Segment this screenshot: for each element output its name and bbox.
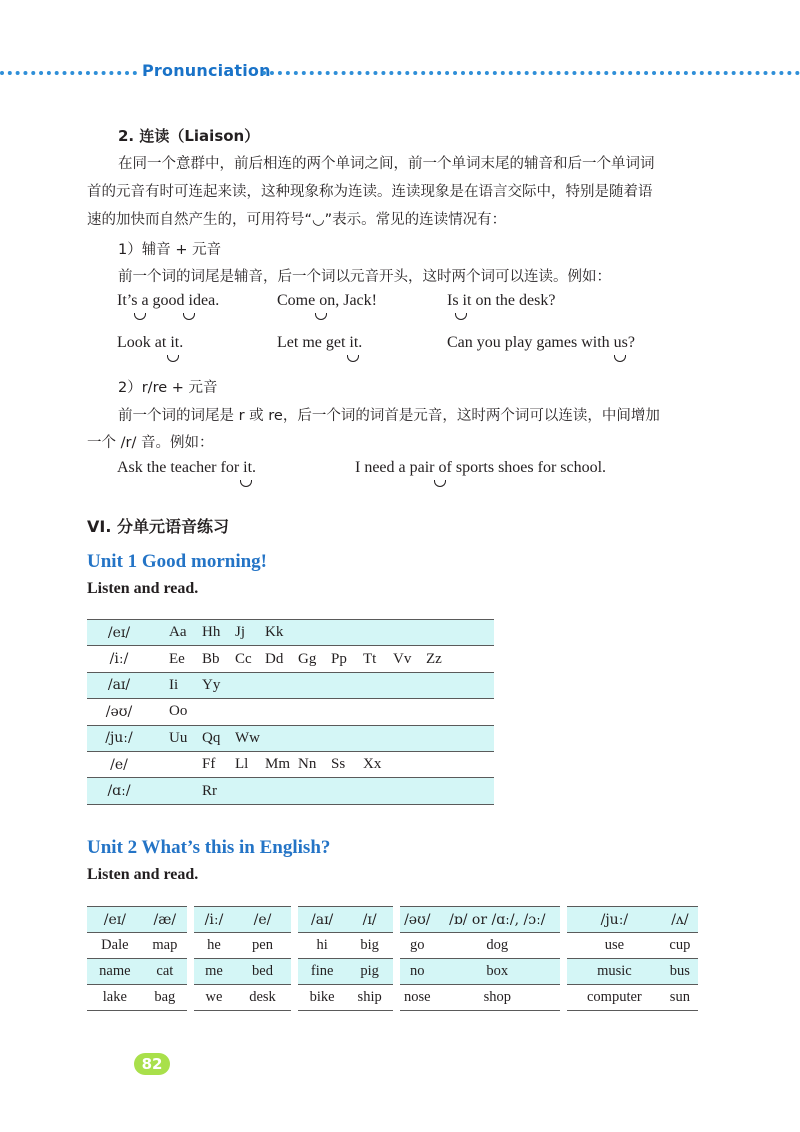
example-sentence: Come on, Jack!: [277, 292, 377, 309]
phonetic-symbol: /ɑː/: [87, 778, 151, 804]
example-word: bike: [298, 985, 346, 1011]
letter-pair: Ss: [331, 756, 346, 773]
unit-2-title: Unit 2 What’s this in English?: [87, 837, 331, 858]
example-word: dog: [435, 933, 560, 959]
example-word: pig: [346, 959, 393, 985]
word-row: [567, 985, 698, 1011]
example-sentence: Let me get it.: [277, 334, 363, 351]
word-row: [194, 985, 291, 1011]
header-dots-left: [0, 71, 137, 75]
running-header: Pronunciation: [142, 61, 271, 80]
liaison-heading: 2. 连读（Liaison）: [118, 127, 260, 145]
letter-pair: Oo: [169, 703, 188, 720]
letter-pair: Rr: [202, 782, 217, 799]
letter-pair: Yy: [202, 676, 221, 693]
liaison-mark: [134, 313, 146, 320]
phonetic-symbol: /ɒ/ or /ɑː/, /ɔː/: [435, 907, 560, 933]
letter-pair: Hh: [202, 624, 221, 641]
letter-pair: Aa: [169, 624, 187, 641]
letter-row: [87, 778, 494, 804]
phonetic-header-row: [87, 907, 187, 933]
example-word: nose: [400, 985, 435, 1011]
letter-pair: Ww: [235, 729, 260, 746]
intro-line-3: 速的加快而自然产生的，可用符号“◡”表示。常见的连读情况有：: [87, 212, 507, 228]
phonetic-symbol: /eɪ/: [87, 620, 151, 646]
example-word: shop: [435, 985, 560, 1011]
letter-row: [87, 620, 494, 646]
example-word: computer: [567, 985, 662, 1011]
example-sentence: I need a pair of sports shoes for school.: [355, 459, 607, 476]
case2-title: 2）r/re + 元音: [118, 380, 218, 396]
example-word: map: [143, 933, 187, 959]
letter-pair: Mm: [265, 756, 291, 773]
letter-pair: Ee: [169, 650, 185, 667]
word-row: [87, 933, 187, 959]
example-word: desk: [234, 985, 291, 1011]
liaison-mark: [167, 355, 179, 362]
phonetic-symbol: /iː/: [194, 907, 234, 933]
phonetic-symbol: /æ/: [143, 907, 187, 933]
word-row: [298, 985, 393, 1011]
letter-pair: Dd: [265, 650, 284, 667]
unit-2-table-group-3: [298, 906, 393, 1011]
example-sentence: Look at it.: [117, 334, 184, 351]
phonetic-symbol: /ʌ/: [662, 907, 698, 933]
liaison-mark: [183, 313, 195, 320]
word-row: [567, 933, 698, 959]
phonetic-symbol: /e/: [234, 907, 291, 933]
phonetic-header-row: [400, 907, 560, 933]
unit-1-title: Unit 1 Good morning!: [87, 551, 267, 572]
example-word: big: [346, 933, 393, 959]
unit-2-table-group-4: [400, 906, 560, 1011]
phonetic-header-row: [567, 907, 698, 933]
letter-pair: Bb: [202, 650, 220, 667]
letter-pair: Cc: [235, 650, 252, 667]
phonetic-symbol: /juː/: [567, 907, 662, 933]
phonetic-symbol: /juː/: [87, 725, 151, 751]
example-sentence: It’s a good idea.: [117, 292, 220, 309]
letter-pair: Kk: [265, 624, 284, 641]
example-word: music: [567, 959, 662, 985]
example-word: name: [87, 959, 143, 985]
phonetic-symbol: /iː/: [87, 646, 151, 672]
example-word: we: [194, 985, 234, 1011]
word-row: [194, 933, 291, 959]
phonetic-symbol: /e/: [87, 751, 151, 777]
example-word: use: [567, 933, 662, 959]
example-word: fine: [298, 959, 346, 985]
phonetic-symbol: /aɪ/: [298, 907, 346, 933]
example-word: Dale: [87, 933, 143, 959]
liaison-mark: [347, 355, 359, 362]
case2-desc-line-2: 一个 /r/ 音。例如：: [87, 435, 214, 451]
letter-pair: Zz: [426, 650, 442, 667]
word-row: [400, 933, 560, 959]
example-word: he: [194, 933, 234, 959]
letter-pair: Jj: [235, 624, 246, 641]
letter-pair: Xx: [363, 756, 382, 773]
liaison-mark: [240, 480, 252, 487]
phonetic-symbol: /eɪ/: [87, 907, 143, 933]
header-dots-right: [262, 71, 800, 75]
example-word: hi: [298, 933, 346, 959]
letter-pair: Gg: [298, 650, 317, 667]
intro-line-1: 在同一个意群中，前后相连的两个单词之间，前一个单词末尾的辅音和后一个单词词: [118, 156, 655, 172]
phonetic-symbol: /əʊ/: [87, 699, 151, 725]
example-word: ship: [346, 985, 393, 1011]
example-word: cup: [662, 933, 698, 959]
letter-pair: Nn: [298, 756, 317, 773]
letter-pair: Qq: [202, 729, 221, 746]
example-word: bed: [234, 959, 291, 985]
letter-pair: Ff: [202, 756, 216, 773]
letter-row: [87, 725, 494, 751]
page-number: 82: [134, 1053, 170, 1075]
unit-2-table-group-2: [194, 906, 291, 1011]
liaison-mark: [614, 355, 626, 362]
example-word: box: [435, 959, 560, 985]
phonetic-symbol: /aɪ/: [87, 672, 151, 698]
case2-desc-line-1: 前一个词的词尾是 r 或 re，后一个词的词首是元音，这时两个词可以连读，中间增加: [118, 408, 660, 424]
word-row: [400, 985, 560, 1011]
word-row: [87, 985, 187, 1011]
word-row: [298, 933, 393, 959]
unit-1-instruction: Listen and read.: [87, 580, 199, 597]
letter-pair: Ii: [169, 676, 179, 693]
liaison-mark: [434, 480, 446, 487]
letter-row: [87, 699, 494, 725]
phonetic-header-row: [194, 907, 291, 933]
example-word: pen: [234, 933, 291, 959]
example-word: go: [400, 933, 435, 959]
example-sentence: Ask the teacher for it.: [117, 459, 257, 476]
example-word: cat: [143, 959, 187, 985]
example-word: bag: [143, 985, 187, 1011]
word-row: [400, 959, 560, 985]
phonetic-symbol: /əʊ/: [400, 907, 435, 933]
case1-desc: 前一个词的词尾是辅音，后一个词以元音开头，这时两个词可以连读。例如：: [118, 269, 611, 285]
letter-row: [87, 672, 494, 698]
letter-pair: Tt: [363, 650, 377, 667]
section-title: VI. 分单元语音练习: [87, 517, 229, 536]
example-word: lake: [87, 985, 143, 1011]
word-row: [567, 959, 698, 985]
example-sentence: Can you play games with us?: [447, 334, 635, 351]
unit-2-table-group-1: [87, 906, 187, 1011]
word-row: [298, 959, 393, 985]
example-word: bus: [662, 959, 698, 985]
phonetic-symbol: /ɪ/: [346, 907, 393, 933]
example-sentence: Is it on the desk?: [447, 292, 556, 309]
letter-row: [87, 751, 494, 777]
liaison-mark: [455, 313, 467, 320]
unit-2-table-group-5: [567, 906, 698, 1011]
letter-pair: Ll: [235, 756, 249, 773]
example-word: me: [194, 959, 234, 985]
letter-pair: Pp: [331, 650, 347, 667]
unit-1-letter-table: [87, 619, 494, 805]
example-word: no: [400, 959, 435, 985]
phonetic-header-row: [298, 907, 393, 933]
letter-pair: Uu: [169, 729, 188, 746]
example-word: sun: [662, 985, 698, 1011]
liaison-mark: [315, 313, 327, 320]
word-row: [194, 959, 291, 985]
unit-2-instruction: Listen and read.: [87, 866, 199, 883]
intro-line-2: 首的元音有时可连起来读，这种现象称为连读。连读现象是在语言交际中，特别是随着语: [87, 184, 653, 200]
letter-pair: Vv: [393, 650, 412, 667]
letter-row: [87, 646, 494, 672]
case1-title: 1）辅音 + 元音: [118, 242, 222, 258]
word-row: [87, 959, 187, 985]
